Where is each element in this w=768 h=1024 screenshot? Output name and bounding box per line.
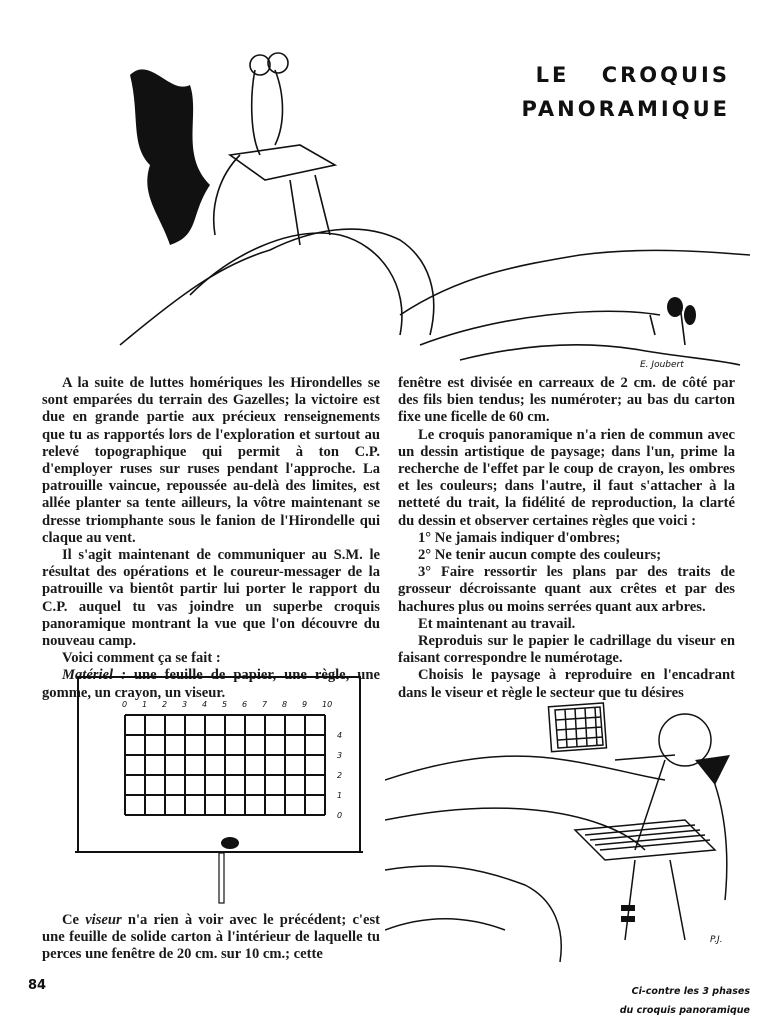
page-number: 84 — [28, 978, 47, 993]
rule-item: 2° Ne tenir aucun compte des couleurs; — [418, 547, 662, 564]
column-label: 7 — [262, 700, 268, 709]
viseur-term: viseur — [85, 912, 122, 928]
left-column — [42, 375, 380, 702]
rule-item: 1° Ne jamais indiquer d'ombres; — [418, 529, 621, 546]
rule-item: 3° Faire ressortir les plans par des traits de grosseur décroissante quant aux crêtes et par des hachures plus ou moins serrées quant aux arbres. — [398, 564, 735, 615]
row-label: 1 — [337, 791, 343, 800]
paragraph: Choisis le paysage à reproduire en l'encadrant dans le viseur et règle le secteur que tu désires — [398, 667, 735, 701]
viseur-description: Ce viseur n'a rien à voir avec le précédent; c'est une feuille de solide carton à l'intérieur de laquelle tu perces une fenêtre de 20 cm. sur 10 cm.; cette — [42, 912, 380, 963]
paragraph: A la suite de luttes homériques les Hirondelles se sont emparées du terrain des Gazelles; la victoire est due en grande partie aux précieux renseignements que tu as rapportés lors de l'exploration et surtout au relevé topographique qui permit à ton C.P. d'employer ruses sur ruses pendant l'approche. La patrouille vaincue, repoussée au-delà des limites, est allée planter sa tente ailleurs, la vôtre maintenant se dresse triomphante sous le fanion de l'Hirondelle qui claque au vent. — [42, 375, 380, 546]
title-line-1: LE CROQUIS — [535, 63, 730, 87]
viseur-grid — [125, 715, 325, 815]
paragraph: Le croquis panoramique n'a rien de commun avec un dessin artistique de paysage; dans l'un, prime la recherche de l'effet par le coup de crayon, les ombres et les couleurs; dans l'autre, il faut s'attacher à la netteté du trait, la fidélité de reproduction, la clarté du dessin et observer certaines règles que voici : — [398, 426, 735, 529]
column-label: 2 — [162, 700, 168, 709]
column-label: 8 — [282, 700, 288, 709]
column-label: 3 — [182, 700, 188, 709]
paragraph: Voici comment ça se fait : — [62, 650, 221, 667]
column-label: 10 — [322, 700, 333, 709]
top-illustration-signature: E. Joubert — [640, 360, 684, 370]
row-label: 3 — [337, 751, 343, 760]
column-label: 9 — [302, 700, 308, 709]
paragraph: Il s'agit maintenant de communiquer au S.M. le résultat des opérations et le coureur-messager de la patrouille va bientôt partir lui porter le rapport du C.P. auquel tu vas joindre un superbe croquis panoramique montrant la vue que l'on découvre du nouveau camp. — [42, 547, 380, 650]
row-label: 2 — [337, 771, 343, 780]
right-column — [398, 375, 735, 702]
paragraph: fenêtre est divisée en carreaux de 2 cm. de côté par des fils bien tendus; les numéroter; au bas du carton fixe une ficelle de 60 cm. — [398, 375, 735, 426]
bottom-illustration-signature: P.J. — [710, 935, 723, 945]
materiel-label: Matériel : — [62, 667, 126, 684]
bottom-illustration — [385, 700, 755, 962]
column-label: 5 — [222, 700, 228, 709]
paragraph: Reproduis sur le papier le cadrillage du viseur en faisant correspondre le numérotage. — [398, 633, 735, 667]
viseur-diagram — [75, 675, 370, 905]
top-illustration — [100, 15, 750, 370]
paragraph: Et maintenant au travail. — [418, 615, 576, 632]
title-line-2: PANORAMIQUE — [521, 97, 730, 121]
string-icon — [219, 853, 224, 903]
row-label: 0 — [337, 811, 343, 820]
materiel-text: une feuille de papier, une règle, une gomme, un crayon, un viseur. — [42, 667, 380, 701]
row-label: 4 — [337, 731, 343, 740]
column-label: 0 — [122, 700, 128, 709]
column-label: 1 — [142, 700, 148, 709]
figure-caption: Ci-contre les 3 phases du croquis panoramique — [619, 986, 750, 1016]
column-label: 4 — [202, 700, 208, 709]
column-label: 6 — [242, 700, 248, 709]
